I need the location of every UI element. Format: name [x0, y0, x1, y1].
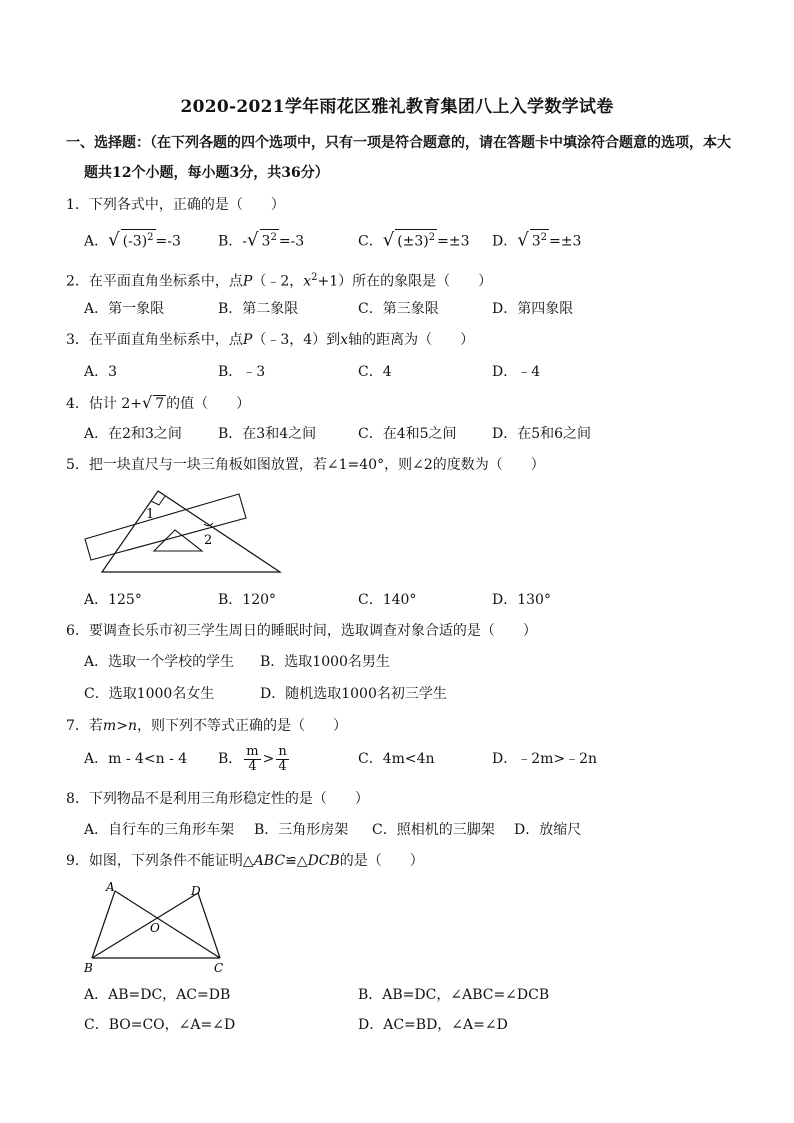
q6-option-d: D．随机选取1000名初三学生	[260, 686, 447, 702]
point-b-label: B	[84, 961, 93, 975]
q1-option-d: D．√ $3^2 =\pm 3$	[492, 229, 582, 251]
q7-option-c: C．4m<4n	[358, 751, 435, 767]
sqrt-sign: √	[142, 393, 153, 412]
q5-option-b: B．120°	[218, 592, 277, 608]
segment-ac	[115, 891, 220, 958]
sqrt-sign: √	[382, 229, 395, 251]
q8-stem: 8．下列物品不是利用三角形稳定性的是（ ）	[66, 791, 369, 807]
q4-stem: 4．估计 2+√ 7 的值（ ）	[66, 393, 251, 412]
q3-option-a: A．3	[84, 364, 118, 380]
sqrt-sign: √	[517, 229, 529, 251]
q1-option-a: A．√ $(-3)^2 =-3$	[84, 229, 181, 251]
q6-option-a: A．选取一个学校的学生	[84, 654, 235, 670]
q3-option-b: B．﹣3	[218, 364, 266, 380]
segment-ab	[92, 891, 115, 958]
q9-stem: 9．如图，下列条件不能证明△ABC≌△DCB的是（ ）	[66, 853, 424, 869]
q4-option-c: C．在4和5之间	[358, 426, 457, 442]
q8-option-a: A．自行车的三角形车架	[84, 822, 235, 838]
q7-option-b: B． $\frac{m}{4}$ > $\frac{n}{4}$	[218, 743, 287, 774]
q7-stem: 7．若m>n，则下列不等式正确的是（ ）	[66, 718, 347, 734]
q5-option-d: D．130°	[492, 592, 551, 608]
q4-option-a: A．在2和3之间	[84, 426, 182, 442]
q8-option-c: C．照相机的三脚架	[372, 822, 495, 838]
q2-option-d: D．第四象限	[492, 301, 574, 317]
q6-option-c: C．选取1000名女生	[84, 686, 215, 702]
q3-option-d: D．﹣4	[492, 364, 541, 380]
q6-option-b: B．选取1000名男生	[260, 654, 390, 670]
q9-option-d: D．AC=BD，∠A=∠D	[358, 1017, 508, 1033]
point-o-label: O	[150, 921, 160, 935]
exam-title: 2020-2021学年雨花区雅礼教育集团八上入学数学试卷	[180, 97, 614, 117]
q9-option-c: C．BO=CO，∠A=∠D	[84, 1017, 236, 1033]
q2-option-c: C．第三象限	[358, 301, 439, 317]
q5-option-c: C．140°	[358, 592, 417, 608]
q2-option-b: B．第二象限	[218, 301, 299, 317]
point-d-label: D	[191, 884, 201, 898]
fraction-n-over-4: $\frac{n}{4}$	[278, 743, 287, 774]
q5-stem: 5．把一块直尺与一块三角板如图放置，若∠1=40°，则∠2的度数为（ ）	[66, 457, 545, 473]
ruler-triangle-figure	[80, 488, 290, 578]
q3-option-c: C．4	[358, 364, 392, 380]
sqrt-sign: √	[108, 229, 120, 251]
angle-2-label: 2	[204, 533, 213, 548]
q7-option-d: D．﹣2m>﹣2n	[492, 751, 598, 767]
segment-db	[92, 893, 198, 958]
section-instruction-line1: 一、选择题：（在下列各题的四个选项中，只有一项是符合题意的，请在答题卡中填涂符合题意的选项，本大	[66, 135, 731, 151]
q8-option-d: D．放缩尺	[514, 822, 582, 838]
q4-option-b: B．在3和4之间	[218, 426, 317, 442]
q3-stem: 3．在平面直角坐标系中，点P（﹣3，4）到x轴的距离为（ ）	[66, 332, 475, 348]
ruler-outline	[85, 494, 246, 560]
q2-option-a: A．第一象限	[84, 301, 165, 317]
q5-option-a: A．125°	[84, 592, 142, 608]
section-instruction-line2: 题共12个小题，每小题3分，共36分）	[84, 165, 329, 181]
fraction-m-over-4: $\frac{m}{4}$	[246, 743, 259, 774]
q2-stem: 2．在平面直角坐标系中，点P（﹣2，$x^2+1$）所在的象限是（ ）	[66, 272, 493, 290]
q6-stem: 6．要调查长乐市初三学生周日的睡眠时间，选取调查对象合适的是（ ）	[66, 623, 537, 639]
q1-option-b: B．-√ $3^2 =-3$	[218, 229, 305, 251]
q9-option-a: A．AB=DC，AC=DB	[84, 987, 231, 1003]
q1-stem: 1．下列各式中，正确的是（ ）	[66, 197, 285, 213]
q4-option-d: D．在5和6之间	[492, 426, 592, 442]
quadrilateral-figure	[78, 878, 238, 978]
point-c-label: C	[214, 961, 224, 975]
point-a-label: A	[106, 880, 115, 894]
segment-dc	[198, 893, 220, 958]
q8-option-b: B．三角形房架	[254, 822, 349, 838]
sqrt-sign: √	[247, 229, 259, 251]
q1-option-c: C．√ $(\pm 3)^2 =\pm 3$	[358, 229, 470, 251]
q7-option-a: A．m - 4<n - 4	[84, 751, 188, 767]
q9-option-b: B．AB=DC，∠ABC=∠DCB	[358, 987, 550, 1003]
set-square-outline	[102, 491, 280, 572]
angle-1-label: 1	[146, 507, 155, 522]
